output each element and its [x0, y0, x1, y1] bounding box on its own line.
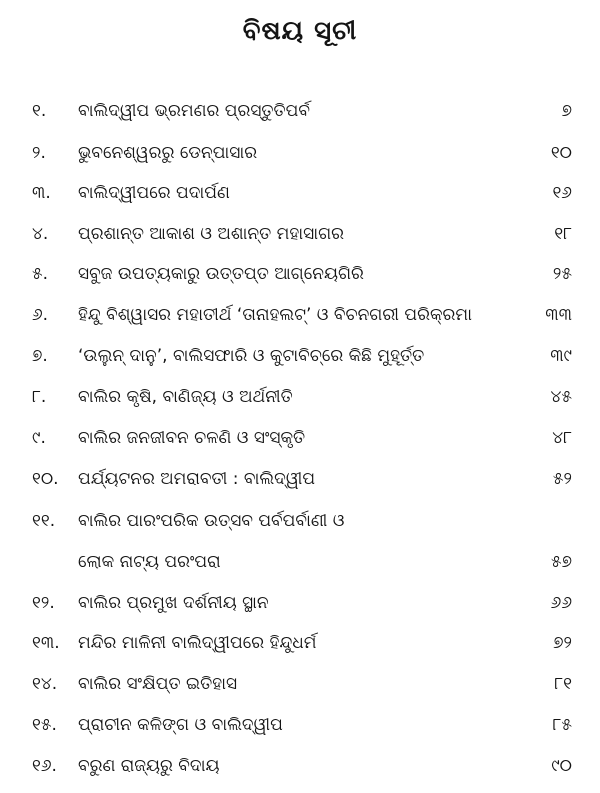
entry-page: ୩୩ — [545, 305, 572, 325]
entry-page: ୭ — [561, 101, 572, 121]
entry-title: ସବୁଜ ଉପତ୍ୟକାରୁ ଉତ୍ତପ୍ତ ଆଗ୍ନେୟଗିରି — [78, 264, 364, 284]
entry-number: ୫. — [32, 264, 49, 284]
entry-title: ପ୍ରଶାନ୍ତ ଆକାଶ ଓ ଅଶାନ୍ତ ମହାସାଗର — [78, 224, 345, 244]
entry-page: ୩୯ — [550, 346, 572, 366]
toc-entry — [0, 220, 600, 248]
entry-number: ୪. — [32, 224, 49, 244]
entry-number: ୧୩. — [32, 633, 60, 653]
toc-entry — [0, 589, 600, 617]
entry-number: ୧୨. — [32, 593, 55, 613]
entry-title: ବାଲିର ପ୍ରମୁଖ ଦର୍ଶନୀୟ ସ୍ଥାନ — [78, 593, 269, 613]
entry-number: ୧୪. — [32, 674, 58, 694]
entry-page: ୫୨ — [552, 469, 572, 489]
entry-number: ୮. — [32, 387, 47, 407]
toc-entry — [0, 97, 600, 125]
entry-number: ୧୬. — [32, 756, 57, 776]
toc-entry — [0, 179, 600, 207]
entry-title: ହିନ୍ଦୁ ବିଶ୍ୱାସର ମହାତୀର୍ଥ ‘ତାନାହଲଟ୍‌’ ଓ ବିଚନଗରୀ ପରିକ୍ରମା — [78, 305, 472, 325]
toc-entry — [0, 260, 600, 288]
entry-page: ୧୦ — [550, 143, 572, 163]
entry-title: ବାଲିର ସଂକ୍ଷିପ୍ତ ଇତିହାସ — [78, 674, 238, 694]
entry-page: ୧୮ — [554, 224, 572, 244]
entry-number: ୧. — [32, 101, 47, 121]
entry-page: ୪୮ — [552, 428, 572, 448]
entry-number: ୧୦. — [32, 469, 59, 489]
entry-title: ପର୍ଯ୍ୟଟନର ଅମରାବତୀ : ବାଲିଦ୍ୱୀପ — [78, 469, 316, 489]
entry-page: ୮୫ — [552, 715, 572, 735]
toc-entry — [0, 342, 600, 370]
entry-page: ୭୨ — [553, 633, 572, 653]
entry-title: ପ୍ରାଚୀନ କଳିଙ୍ଗ ଓ ବାଲିଦ୍ୱୀପ — [78, 715, 283, 735]
entry-number: ୩. — [32, 183, 51, 203]
entry-title: ମନ୍ଦିର ମାଳିନୀ ବାଲିଦ୍ୱୀପରେ ହିନ୍ଦୁଧର୍ମ — [78, 633, 317, 653]
entry-title: ବାଲିଦ୍ୱୀପରେ ପଦାର୍ପଣ — [78, 183, 230, 203]
toc-entry — [0, 629, 600, 657]
toc-entry — [0, 465, 600, 493]
entry-page: ୮୧ — [554, 674, 572, 694]
toc-entry — [0, 670, 600, 698]
entry-page: ୬୬ — [550, 593, 572, 613]
entry-title: ବରୁଣ ରାଜ୍ୟରୁ ବିଦାୟ — [78, 756, 220, 776]
entry-title: ବାଲିର ପାରଂପରିକ ଉତ୍ସବ ପର୍ବପର୍ବାଣୀ ଓ — [78, 511, 345, 531]
entry-page: ୯୦ — [551, 756, 572, 776]
entry-number: ୧୫. — [32, 715, 57, 735]
toc-entry-continuation — [0, 548, 600, 576]
toc-entry — [0, 711, 600, 739]
entry-number: ୨. — [32, 143, 46, 163]
entry-title: ଲୋକ ନାଟ୍ୟ ପରଂପରା — [78, 552, 221, 572]
toc-entry — [0, 424, 600, 452]
entry-title: ‘ଉଲୁନ୍ ଦାନୁ’, ବାଲିସଫାରି ଓ କୁଟାବିଚ୍‌ରେ କିଛି ମୁହୂର୍ତ୍ତ — [78, 346, 425, 366]
page-title: ବିଷୟ ସୂଚୀ — [242, 16, 358, 46]
toc-entry — [0, 752, 600, 780]
entry-page: ୪୫ — [550, 387, 572, 407]
entry-number: ୯. — [32, 428, 46, 448]
entry-page: ୨୫ — [552, 264, 572, 284]
toc-entry — [0, 301, 600, 329]
entry-title: ଭୁବନେଶ୍ୱରରୁ ଡେନ୍‌ପାସାର — [78, 143, 258, 163]
entry-title: ବାଲିର ଜନଜୀବନ ଚଳଣି ଓ ସଂସ୍କୃତି — [78, 428, 306, 448]
entry-page: ୧୬ — [552, 183, 572, 203]
entry-title: ବାଲିର କୃଷି, ବାଣିଜ୍ୟ ଓ ଅର୍ଥନୀତି — [78, 387, 293, 407]
toc-entry — [0, 139, 600, 167]
toc-entry — [0, 507, 600, 535]
entry-title: ବାଲିଦ୍ୱୀପ ଭ୍ରମଣର ପ୍ରସ୍ତୁତିପର୍ବ — [78, 101, 310, 121]
toc-entry — [0, 383, 600, 411]
entry-page: ୫୭ — [550, 552, 572, 572]
entry-number: ୬. — [32, 305, 49, 325]
entry-number: ୧୧. — [32, 511, 56, 531]
entry-number: ୭. — [32, 346, 48, 366]
